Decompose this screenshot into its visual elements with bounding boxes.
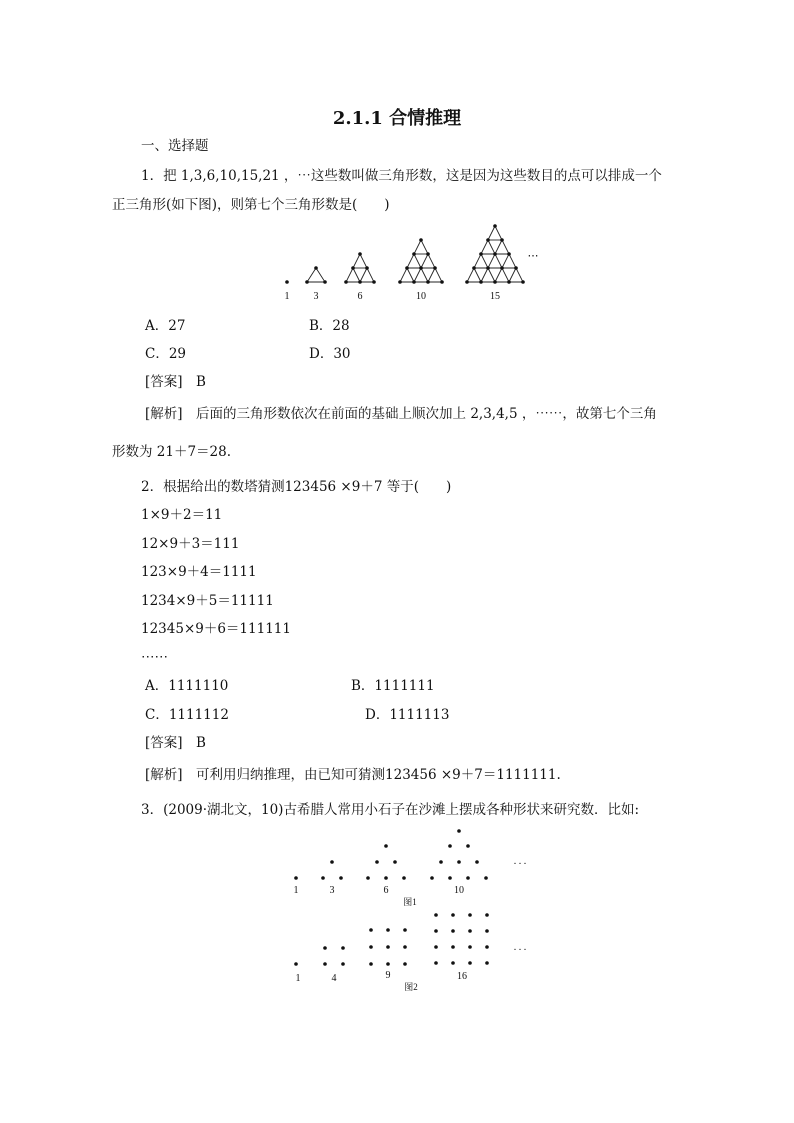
fig1-caption: 图1 xyxy=(403,897,417,907)
fig2-ellipsis: . . . xyxy=(513,942,527,953)
q1-analysis-line1: [解析] 后面的三角形数依次在前面的基础上顺次加上 2,3,4,5 ，⋯⋯，故第七个三角 xyxy=(145,406,657,422)
fig1-label: 10 xyxy=(454,885,464,896)
q1-stem-line1: 1．把 1,3,6,10,15,21 ，⋯这些数叫做三角形数，这是因为这些数目的点可以排成一个 xyxy=(141,168,662,184)
pebble-triangles-figure xyxy=(280,822,540,908)
q2-line: 1234×9＋5＝11111 xyxy=(141,593,274,609)
fig2-label: 16 xyxy=(457,971,467,982)
fig2-label: 1 xyxy=(295,973,301,984)
fig-label: 15 xyxy=(490,291,500,302)
q2-analysis: [解析] 可利用归纳推理，由已知可猜测123456 ×9＋7＝1111111. xyxy=(145,767,561,783)
q2-option-c: C．1111112 xyxy=(145,707,229,723)
fig2-caption: 图2 xyxy=(404,982,418,992)
q2-answer: [答案] B xyxy=(145,735,206,751)
section-heading: 一、选择题 xyxy=(141,138,209,154)
fig-ellipsis: ⋯ xyxy=(527,250,539,262)
q2-option-a: A．1111110 xyxy=(145,678,229,694)
fig1-label: 6 xyxy=(383,885,389,896)
q1-option-b: B．28 xyxy=(309,318,350,334)
page-title: 2.1.1 合情推理 xyxy=(332,108,462,129)
q1-analysis-line2: 形数为 21＋7＝28. xyxy=(112,444,232,460)
fig-label: 3 xyxy=(313,291,319,302)
q2-line: 12345×9＋6＝111111 xyxy=(141,621,291,637)
fig-label: 10 xyxy=(416,291,426,302)
fig1-ellipsis: . . . xyxy=(513,856,527,867)
q1-option-c: C．29 xyxy=(145,346,187,362)
q1-answer: [答案] B xyxy=(145,374,206,390)
q2-line: 123×9＋4＝1111 xyxy=(141,564,257,580)
triangular-numbers-figure xyxy=(270,220,560,310)
q2-option-b: B．1111111 xyxy=(351,678,435,694)
q2-line: 1×9＋2＝11 xyxy=(141,507,223,523)
q2-line: 12×9＋3＝111 xyxy=(141,536,240,552)
q2-line: ⋯⋯ xyxy=(141,649,168,665)
q2-stem: 2．根据给出的数塔猜测123456 ×9＋7 等于( ) xyxy=(141,479,452,495)
pebble-squares-figure xyxy=(280,908,540,994)
q1-option-a: A．27 xyxy=(145,318,186,334)
q3-stem: 3．(2009·湖北文，10)古希腊人常用小石子在沙滩上摆成各种形状来研究数．比如: xyxy=(141,802,639,818)
fig-label: 6 xyxy=(357,291,363,302)
q2-option-d: D．1111113 xyxy=(365,707,450,723)
fig-label: 1 xyxy=(284,291,290,302)
fig1-label: 1 xyxy=(293,885,299,896)
q1-option-d: D．30 xyxy=(309,346,351,362)
fig2-label: 4 xyxy=(331,973,337,984)
fig1-label: 3 xyxy=(329,885,335,896)
fig2-label: 9 xyxy=(385,970,391,981)
q1-stem-line2: 正三角形(如下图)，则第七个三角形数是( ) xyxy=(112,197,390,213)
